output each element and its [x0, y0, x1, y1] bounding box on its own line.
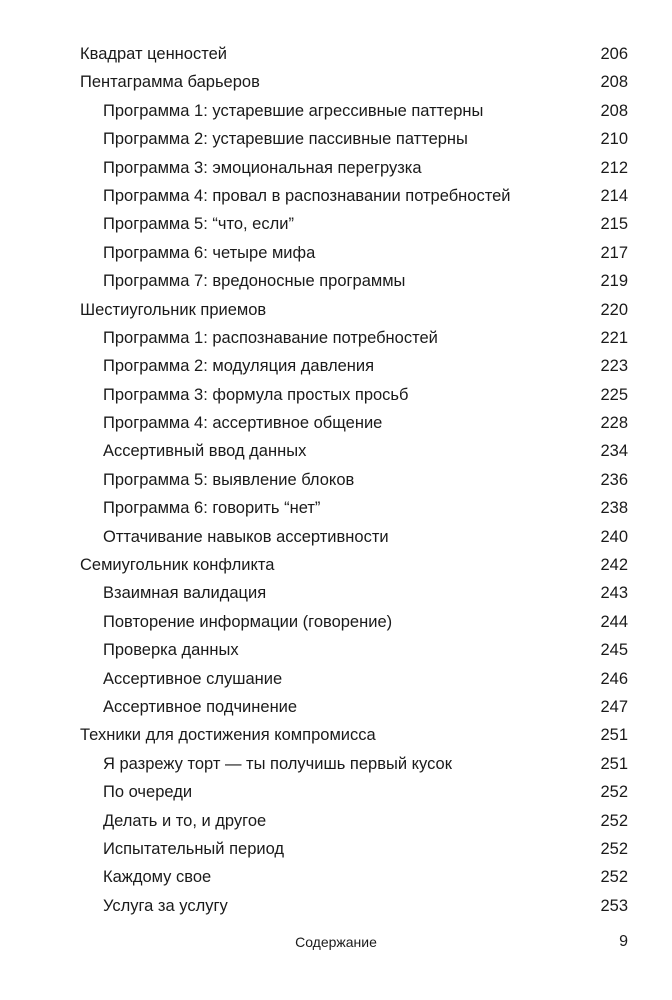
- toc-entry-title: Программа 5: “что, если”: [103, 215, 294, 234]
- toc-entry-title: Ассертивное подчинение: [103, 697, 298, 716]
- toc-entry-page: 243: [600, 584, 628, 603]
- toc-entry-title: Каждому свое: [103, 868, 212, 887]
- toc-section: [0, 68, 672, 96]
- toc-subsection: [0, 665, 672, 693]
- toc-entry-page: 236: [600, 470, 628, 489]
- toc-entry-title: Ассертивное слушание: [103, 669, 283, 688]
- toc-entry-title: Программа 3: формула простых просьб: [103, 385, 409, 404]
- toc-entry-title: Программа 5: выявление блоков: [103, 470, 355, 489]
- toc-entry-title: Программа 1: распознавание потребностей: [103, 328, 438, 347]
- toc-entry-title: Делать и то, и другое: [103, 811, 267, 830]
- toc-entry-title: Услуга за услугу: [103, 896, 228, 915]
- toc-entry-page: 252: [600, 811, 628, 830]
- toc-entry-page: 246: [600, 669, 628, 688]
- toc-entry-title: Программа 7: вредоносные программы: [103, 272, 406, 291]
- toc-subsection: [0, 409, 672, 437]
- toc-entry-title: Пентаграмма барьеров: [80, 73, 260, 92]
- toc-subsection: [0, 579, 672, 607]
- toc-entry-title: Оттачивание навыков ассертивности: [103, 527, 389, 546]
- toc-entry-page: 252: [600, 839, 628, 858]
- toc-entry-page: 252: [600, 783, 628, 802]
- toc-subsection: [0, 863, 672, 891]
- toc-subsection: [0, 352, 672, 380]
- toc-entry-title: Программа 2: устаревшие пассивные паттерны: [103, 130, 468, 149]
- toc-subsection: [0, 182, 672, 210]
- toc-subsection: [0, 466, 672, 494]
- toc-entry-page: 221: [600, 328, 628, 347]
- toc-entry-title: Программа 6: четыре мифа: [103, 243, 316, 262]
- toc-subsection: [0, 892, 672, 920]
- toc-entry-title: Программа 4: провал в распознавании потребностей: [103, 186, 511, 205]
- toc-subsection: [0, 97, 672, 125]
- toc-subsection: [0, 210, 672, 238]
- toc-subsection: [0, 381, 672, 409]
- toc-section: [0, 721, 672, 749]
- toc-entry-title: Взаимная валидация: [103, 584, 267, 603]
- toc-subsection: [0, 523, 672, 551]
- toc-entry-page: 206: [600, 45, 628, 63]
- toc-entry-page: 245: [600, 641, 628, 660]
- table-of-contents: [0, 40, 672, 920]
- toc-subsection: [0, 807, 672, 835]
- toc-subsection: [0, 494, 672, 522]
- toc-section: [0, 551, 672, 579]
- toc-subsection: [0, 835, 672, 863]
- toc-entry-title: Программа 2: модуляция давления: [103, 357, 375, 376]
- toc-section: [0, 40, 672, 68]
- toc-subsection: [0, 608, 672, 636]
- toc-section: [0, 296, 672, 324]
- toc-entry-title: Испытательный период: [103, 839, 285, 858]
- toc-entry-title: Повторение информации (говорение): [103, 612, 393, 631]
- toc-subsection: [0, 125, 672, 153]
- toc-entry-page: 234: [600, 442, 628, 461]
- toc-entry-page: 217: [600, 243, 628, 262]
- toc-subsection: [0, 267, 672, 295]
- toc-subsection: [0, 693, 672, 721]
- toc-entry-title: По очереди: [103, 783, 193, 802]
- toc-entry-title: Семиугольник конфликта: [80, 556, 275, 575]
- toc-entry-page: 212: [600, 158, 628, 177]
- toc-subsection: [0, 239, 672, 267]
- toc-entry-page: 247: [600, 697, 628, 716]
- toc-entry-page: 220: [600, 300, 628, 319]
- toc-subsection: [0, 778, 672, 806]
- page-footer: [0, 930, 672, 954]
- toc-entry-page: 210: [600, 130, 628, 149]
- toc-entry-page: 219: [600, 272, 628, 291]
- toc-subsection: [0, 750, 672, 778]
- toc-entry-page: 252: [600, 868, 628, 887]
- toc-entry-page: 244: [600, 612, 628, 631]
- toc-subsection: [0, 324, 672, 352]
- toc-entry-title: Техники для достижения компромисса: [80, 726, 376, 745]
- toc-entry-page: 215: [600, 215, 628, 234]
- toc-entry-page: 238: [600, 499, 628, 518]
- toc-entry-title: Программа 3: эмоциональная перегрузка: [103, 158, 422, 177]
- toc-subsection: [0, 154, 672, 182]
- toc-entry-title: Программа 1: устаревшие агрессивные паттерны: [103, 101, 484, 120]
- toc-entry-page: 208: [600, 73, 628, 92]
- toc-entry-title: Шестиугольник приемов: [80, 300, 267, 319]
- toc-entry-title: Программа 4: ассертивное общение: [103, 414, 383, 433]
- toc-entry-title: Я разрежу торт — ты получишь первый кусок: [103, 754, 452, 773]
- toc-entry-page: 228: [600, 414, 628, 433]
- page-number: 9: [619, 933, 628, 950]
- toc-entry-page: 253: [600, 896, 628, 915]
- toc-entry-title: Ассертивный ввод данных: [103, 442, 307, 461]
- toc-entry-title: Программа 6: говорить “нет”: [103, 499, 321, 518]
- toc-entry-title: Квадрат ценностей: [80, 45, 227, 63]
- toc-subsection: [0, 437, 672, 465]
- toc-entry-page: 251: [600, 754, 628, 773]
- toc-entry-page: 242: [600, 556, 628, 575]
- toc-subsection: [0, 636, 672, 664]
- toc-entry-page: 225: [600, 385, 628, 404]
- toc-entry-page: 214: [600, 186, 628, 205]
- toc-entry-page: 240: [600, 527, 628, 546]
- toc-entry-page: 208: [600, 101, 628, 120]
- toc-entry-title: Проверка данных: [103, 641, 239, 660]
- toc-entry-page: 223: [600, 357, 628, 376]
- toc-entry-page: 251: [600, 726, 628, 745]
- running-title: Содержание: [295, 934, 377, 950]
